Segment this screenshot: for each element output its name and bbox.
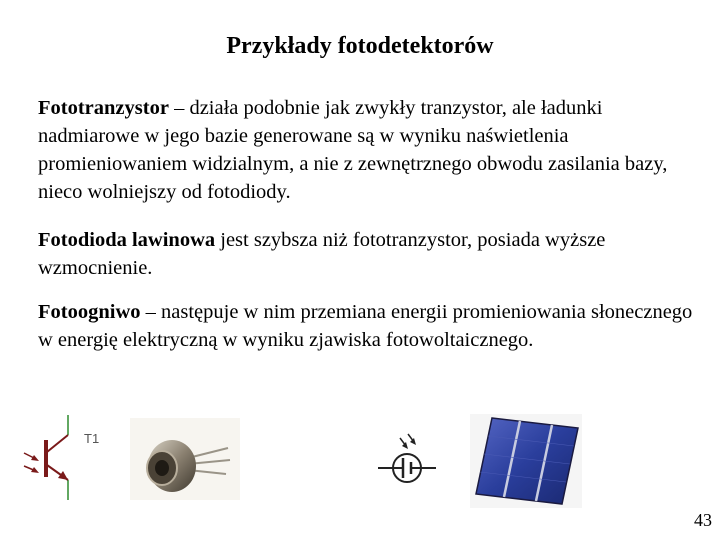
- symbol-label: T1: [84, 431, 100, 446]
- term-photocell: Fotoogniwo: [38, 301, 141, 323]
- text-phototransistor: – działa podobnie jak zwykły tranzystor, ale ładunki nadmiarowe w jego bazie generowane są w wyniku naświetlenia promieniowaniem widzialnym, a nie z zewnętrznego obwodu zasilania bazy, nieco wolniejszy od fotodiody.: [38, 97, 668, 203]
- photodiode-symbol-icon: [378, 432, 436, 488]
- text-avalanche-photodiode: jest szybsza niż fototranzystor, posiada wyższe wzmocnienie.: [38, 229, 606, 279]
- paragraph-avalanche-photodiode: [38, 226, 698, 282]
- phototransistor-symbol-icon: [20, 415, 122, 500]
- text-photocell: – następuje w nim przemiana energii promieniowania słonecznego w energię elektryczną w wyniku zjawiska fotowoltaicznego.: [38, 301, 693, 351]
- paragraph-photocell: [38, 298, 698, 354]
- term-avalanche-photodiode: Fotodioda lawinowa: [38, 229, 216, 251]
- slide-title: Przykłady fotodetektorów: [226, 33, 494, 59]
- term-phototransistor: Fototranzystor: [38, 97, 169, 119]
- phototransistor-photo-icon: [130, 418, 240, 500]
- paragraph-phototransistor: [38, 94, 698, 206]
- page-number: 43: [694, 510, 712, 530]
- solar-cell-icon: [470, 414, 582, 508]
